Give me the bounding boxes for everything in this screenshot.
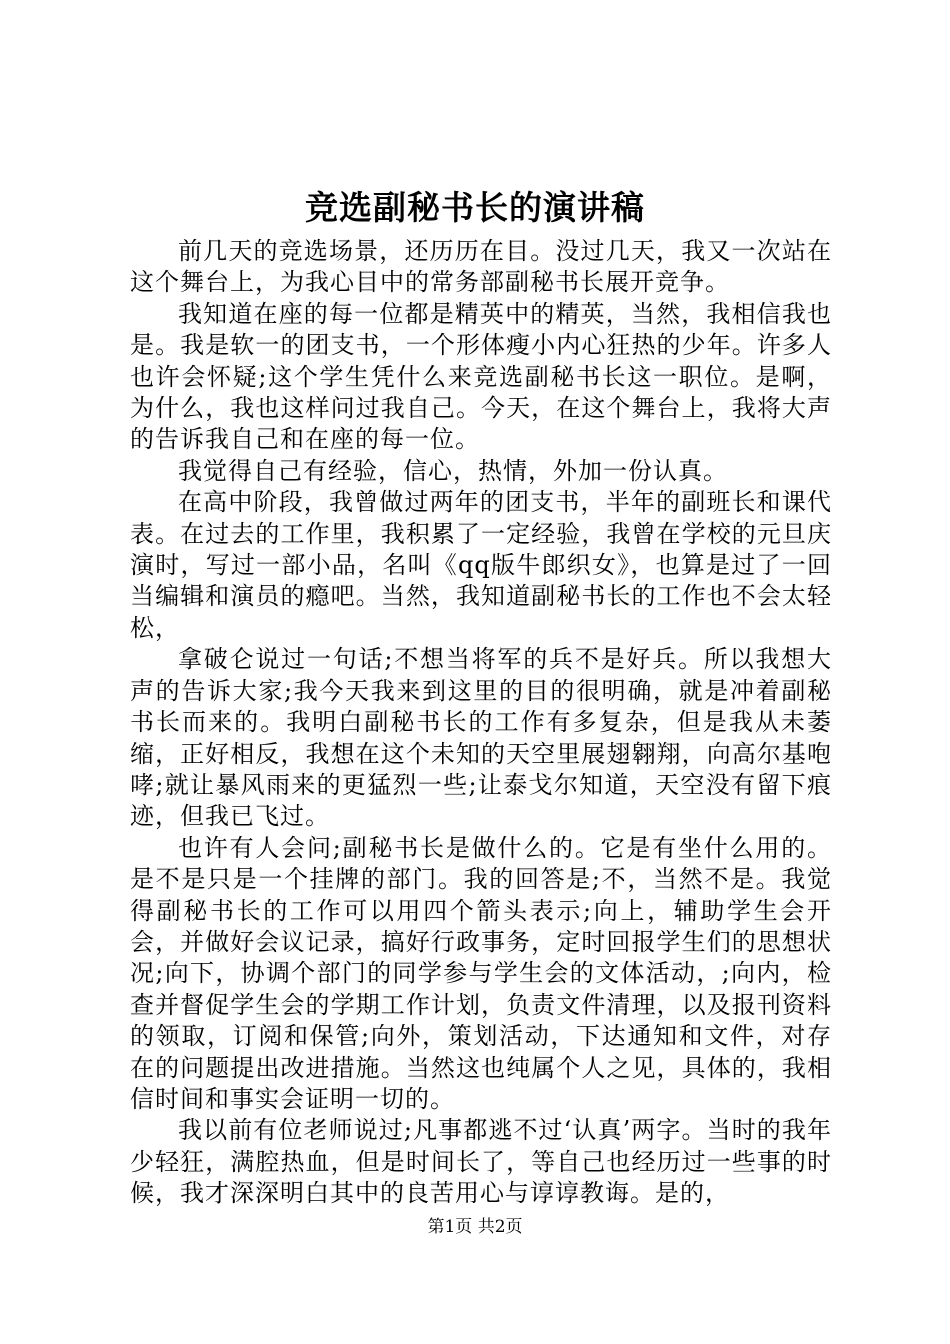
paragraph: 拿破仑说过一句话;不想当将军的兵不是好兵。所以我想大声的告诉大家;我今天我来到这里的目的很明确，就是冲着副秘书长而来的。我明白副秘书长的工作有多复杂，但是我从未萎缩，正好相反，我想在这个未知的天空里展翅翱翔，向高尔基咆哮;就让暴风雨来的更猛烈一些;让泰戈尔知道，天空没有留下痕迹，但我已飞过。 xyxy=(130,645,832,831)
paragraph: 在高中阶段，我曾做过两年的团支书，半年的副班长和课代表。在过去的工作里，我积累了一定经验，我曾在学校的元旦庆演时，写过一部小品，名叫《qq版牛郎织女》，也算是过了一回当编辑和演员的瘾吧。当然，我知道副秘书长的工作也不会太轻松， xyxy=(130,488,832,642)
paragraph: 前几天的竞选场景，还历历在目。没过几天，我又一次站在这个舞台上，为我心目中的常务部副秘书长展开竞争。 xyxy=(130,237,832,297)
page-number-footer: 第1页 共2页 xyxy=(427,1217,523,1237)
paragraph: 我以前有位老师说过;凡事都逃不过‘认真’两字。当时的我年少轻狂，满腔热血，但是时间长了，等自己也经历过一些事的时候，我才深深明白其中的良苦用心与谆谆教诲。是的， xyxy=(130,1116,832,1208)
document-title: 竞选副秘书长的演讲稿 xyxy=(305,188,645,227)
paragraph: 也许有人会问;副秘书长是做什么的。它是有坐什么用的。是不是只是一个挂牌的部门。我的回答是;不，当然不是。我觉得副秘书长的工作可以用四个箭头表示;向上，辅助学生会开会，并做好会议记录，搞好行政事务，定时回报学生们的思想状况;向下，协调个部门的同学参与学生会的文体活动，;向内，检查并督促学生会的学期工作计划，负责文件清理，以及报刊资料的领取，订阅和保管;向外，策划活动，下达通知和文件，对存在的问题提出改进措施。当然这也纯属个人之见，具体的，我相信时间和事实会证明一切的。 xyxy=(130,833,832,1113)
document-body xyxy=(130,236,832,1210)
paragraph: 我觉得自己有经验，信心，热情，外加一份认真。 xyxy=(178,456,728,485)
paragraph: 我知道在座的每一位都是精英中的精英，当然，我相信我也是。我是软一的团支书，一个形体瘦小内心狂热的少年。许多人也许会怀疑;这个学生凭什么来竞选副秘书长这一职位。是啊，为什么，我也这样问过我自己。今天，在这个舞台上，我将大声的告诉我自己和在座的每一位。 xyxy=(130,299,832,454)
